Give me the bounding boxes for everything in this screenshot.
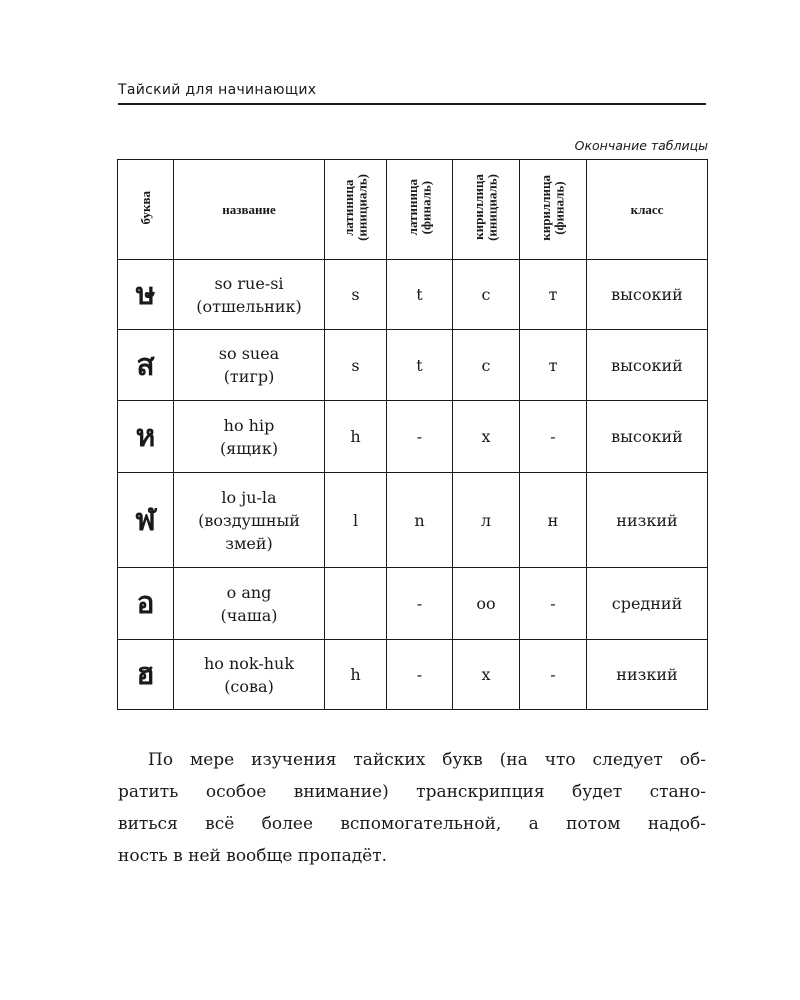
cyr-initial-cell: оо <box>453 568 520 640</box>
lat-initial-cell <box>325 568 387 640</box>
lat-initial-cell: l <box>325 473 387 568</box>
lat-initial-cell: h <box>325 401 387 473</box>
letter-cell: ฮ <box>118 640 174 710</box>
body-paragraph <box>118 744 706 872</box>
cyr-final-cell: н <box>520 473 587 568</box>
cyr-final-cell: - <box>520 401 587 473</box>
lat-final-cell: - <box>387 640 453 710</box>
thai-letters-table <box>117 159 708 710</box>
name-cell: ho hip (ящик) <box>174 401 325 473</box>
name-cell: lo ju-la (воздушный змей) <box>174 473 325 568</box>
letter-cell: ฬ <box>118 473 174 568</box>
letter-cell: ห <box>118 401 174 473</box>
column-header-letter: буква <box>118 160 174 260</box>
cyr-initial-cell: с <box>453 260 520 330</box>
lat-initial-cell: s <box>325 330 387 401</box>
cyr-initial-cell: х <box>453 401 520 473</box>
cyr-initial-cell: л <box>453 473 520 568</box>
lat-final-cell: t <box>387 330 453 401</box>
lat-final-cell: n <box>387 473 453 568</box>
class-cell: высокий <box>587 401 708 473</box>
column-header-lat-final: латиница (финаль) <box>387 160 453 260</box>
column-header-class: класс <box>587 160 708 260</box>
name-cell: so suea (тигр) <box>174 330 325 401</box>
cyr-final-cell: - <box>520 568 587 640</box>
paragraph-line: виться всё более вспомогательной, а потом надоб- <box>118 814 706 834</box>
table-header-row <box>118 160 708 260</box>
table-row <box>118 568 708 640</box>
name-cell: o ang (чаша) <box>174 568 325 640</box>
letter-cell: ษ <box>118 260 174 330</box>
class-cell: высокий <box>587 330 708 401</box>
class-cell: низкий <box>587 640 708 710</box>
table-row <box>118 330 708 401</box>
cyr-final-cell: т <box>520 330 587 401</box>
table-row <box>118 260 708 330</box>
column-header-lat-initial: латиница (инициаль) <box>325 160 387 260</box>
lat-initial-cell: s <box>325 260 387 330</box>
class-cell: средний <box>587 568 708 640</box>
table-row <box>118 401 708 473</box>
column-header-cyr-final: кириллица (финаль) <box>520 160 587 260</box>
letter-cell: ส <box>118 330 174 401</box>
table-row <box>118 640 708 710</box>
column-header-cyr-initial: кириллица (инициаль) <box>453 160 520 260</box>
cyr-final-cell: - <box>520 640 587 710</box>
lat-final-cell: t <box>387 260 453 330</box>
lat-final-cell: - <box>387 568 453 640</box>
column-header-name: название <box>174 160 325 260</box>
name-cell: ho nok-huk (сова) <box>174 640 325 710</box>
paragraph-line: ность в ней вообще пропадёт. <box>118 846 388 866</box>
name-cell: so rue-si (отшельник) <box>174 260 325 330</box>
lat-initial-cell: h <box>325 640 387 710</box>
cyr-initial-cell: х <box>453 640 520 710</box>
class-cell: низкий <box>587 473 708 568</box>
paragraph-line: По мере изучения тайских букв (на что следует об- <box>148 750 706 770</box>
running-head: Тайский для начинающих <box>118 82 317 98</box>
class-cell: высокий <box>587 260 708 330</box>
cyr-initial-cell: с <box>453 330 520 401</box>
letter-cell: อ <box>118 568 174 640</box>
header-rule <box>118 103 706 105</box>
table-caption: Окончание таблицы <box>574 138 708 153</box>
table-row <box>118 473 708 568</box>
paragraph-line: ратить особое внимание) транскрипция будет стано- <box>118 782 706 802</box>
cyr-final-cell: т <box>520 260 587 330</box>
lat-final-cell: - <box>387 401 453 473</box>
